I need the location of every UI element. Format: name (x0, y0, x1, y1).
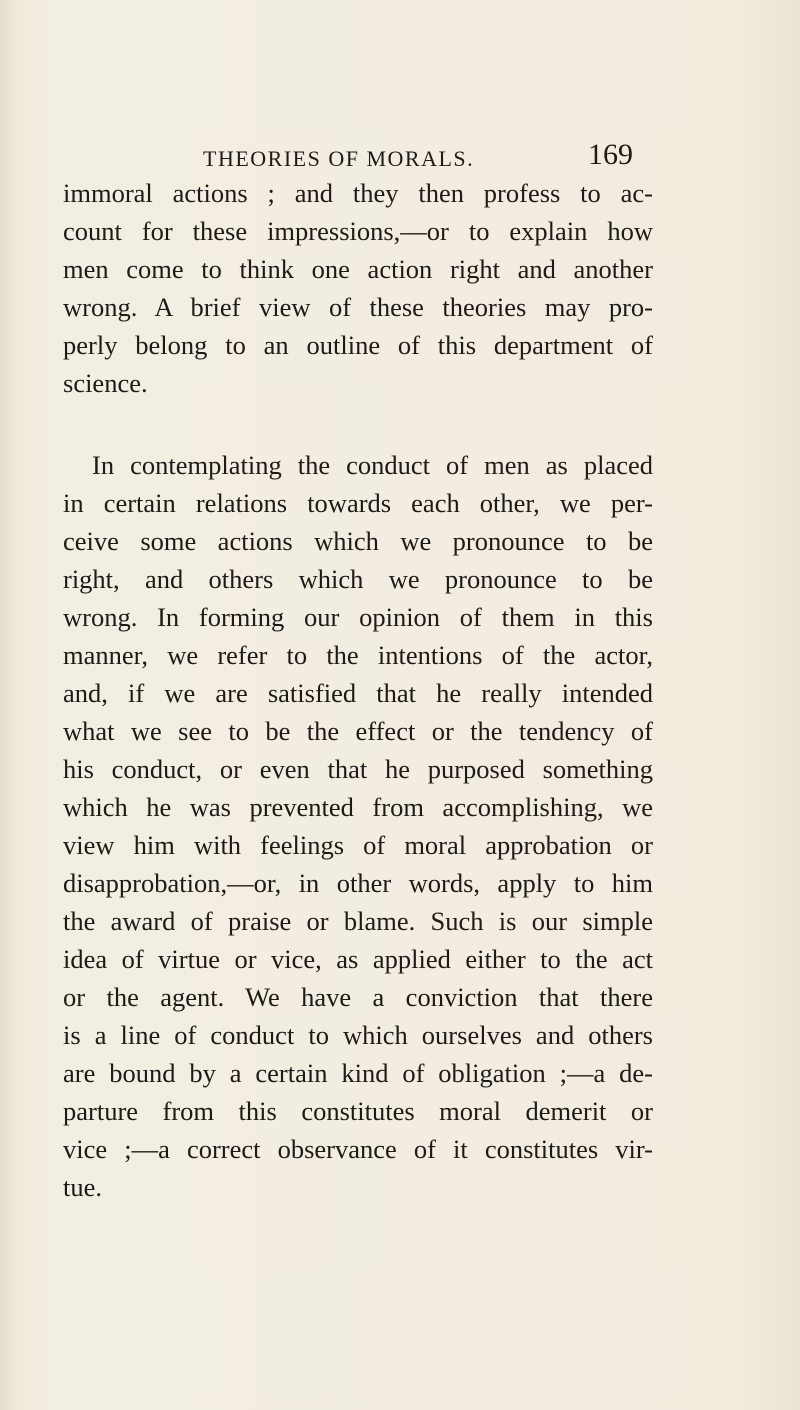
text-line: are bound by a certain kind of obligation ;—a de- (63, 1058, 653, 1088)
text-line: immoral actions ; and they then profess to ac- (63, 178, 653, 208)
text-line: what we see to be the effect or the tendency of (63, 716, 653, 746)
text-line: the award of praise or blame. Such is our simple (63, 906, 653, 936)
text-line: right, and others which we pronounce to be (63, 564, 653, 594)
text-line: parture from this constitutes moral demerit or (63, 1096, 653, 1126)
text-line: wrong. In forming our opinion of them in this (63, 602, 653, 632)
text-line: vice ;—a correct observance of it constitutes vir- (63, 1134, 653, 1164)
text-line: manner, we refer to the intentions of the actor, (63, 640, 653, 670)
running-head (203, 138, 673, 178)
text-line: and, if we are satisfied that he really intended (63, 678, 653, 708)
text-line: is a line of conduct to which ourselves and others (63, 1020, 653, 1050)
running-title: THEORIES OF MORALS. (203, 146, 475, 171)
text-line: count for these impressions,—or to explain how (63, 216, 653, 246)
page-number: 169 (588, 138, 633, 171)
text-line: his conduct, or even that he purposed something (63, 754, 653, 784)
text-line: which he was prevented from accomplishing, we (63, 792, 653, 822)
text-line: ceive some actions which we pronounce to be (63, 526, 653, 556)
text-line: disapprobation,—or, in other words, apply to him (63, 868, 653, 898)
text-line: in certain relations towards each other, we per- (63, 488, 653, 518)
text-line: wrong. A brief view of these theories may pro- (63, 292, 653, 322)
text-line: men come to think one action right and another (63, 254, 653, 284)
text-line: perly belong to an outline of this department of (63, 330, 653, 360)
text-line: science. (63, 368, 148, 398)
text-line: In contemplating the conduct of men as placed (92, 450, 653, 480)
text-line: tue. (63, 1172, 102, 1202)
text-line: view him with feelings of moral approbation or (63, 830, 653, 860)
text-line: or the agent. We have a conviction that there (63, 982, 653, 1012)
text-line: idea of virtue or vice, as applied either to the act (63, 944, 653, 974)
